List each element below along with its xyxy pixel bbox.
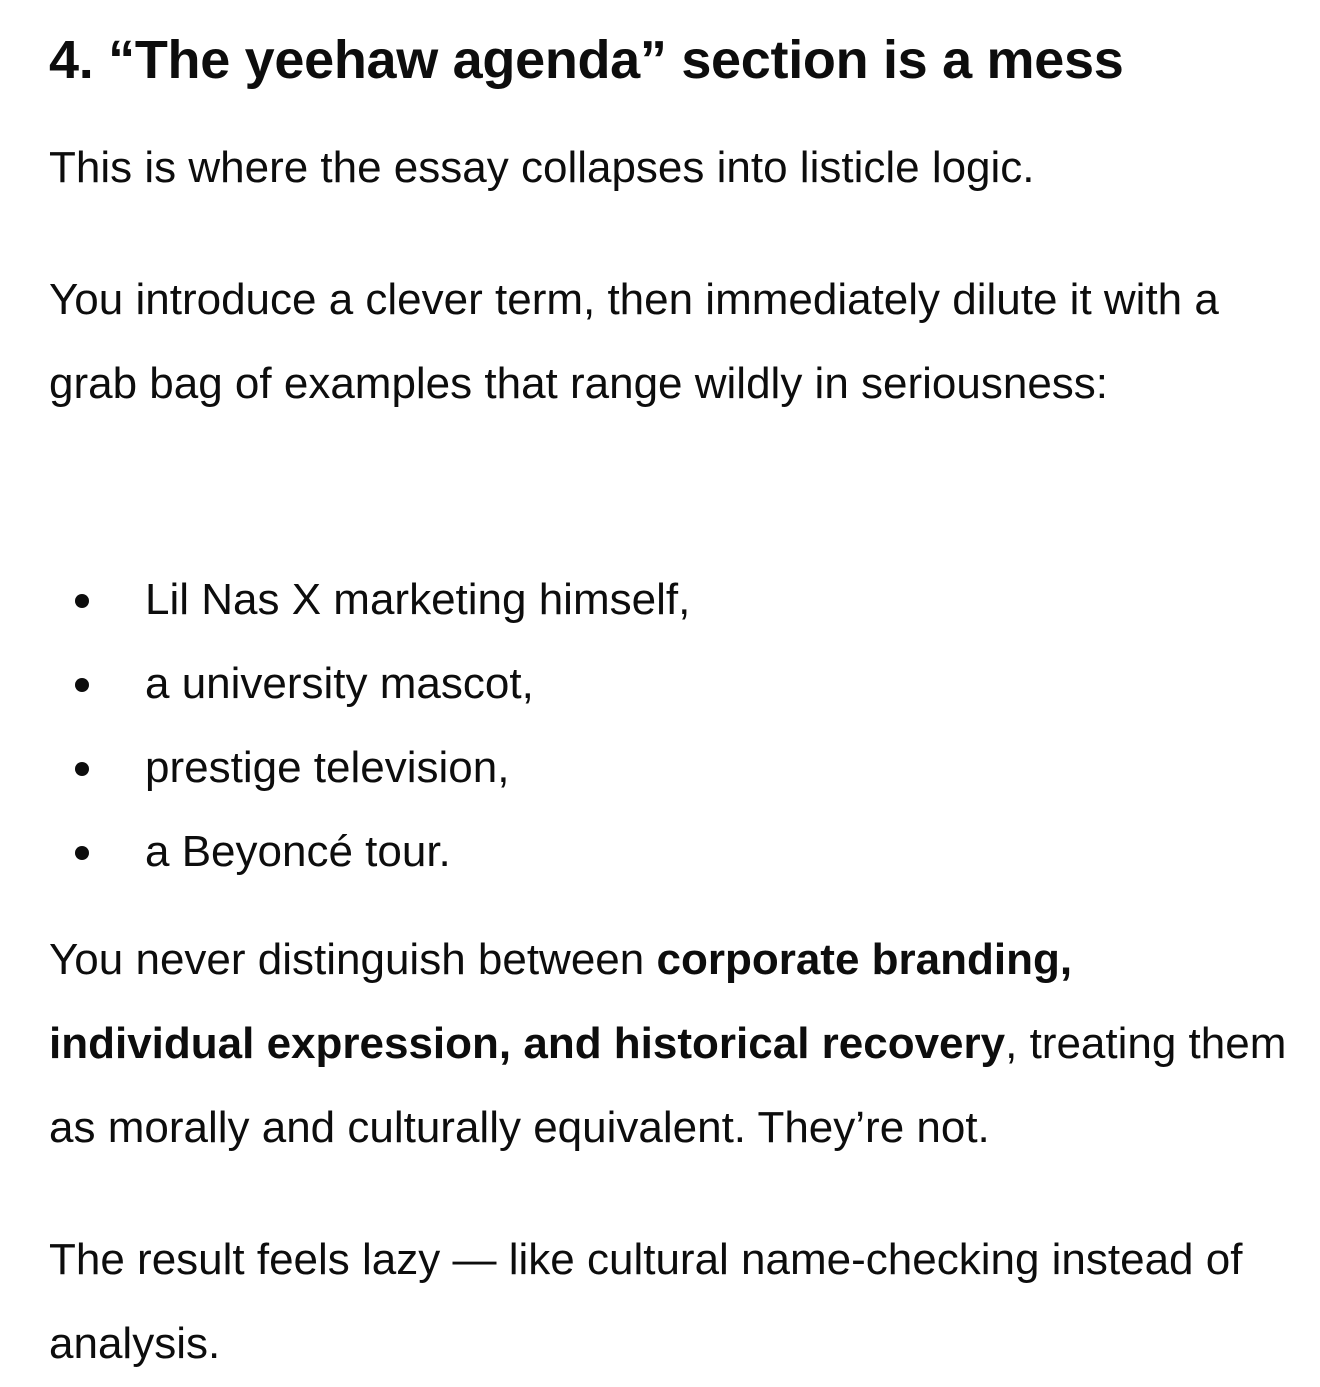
- section-heading: 4. “The yeehaw agenda” section is a mess: [49, 30, 1124, 90]
- list-item: [0, 642, 1320, 726]
- list-item-text: Lil Nas X marketing himself,: [145, 575, 691, 624]
- list-item-text: a university mascot,: [145, 659, 534, 708]
- intro-paragraph: This is where the essay collapses into listicle logic.: [49, 143, 1035, 192]
- bullet-icon: [75, 762, 89, 776]
- critique-text-end: , treating them as morally and culturally equivalent. They’re not.: [49, 1019, 1287, 1152]
- critique-paragraph: [49, 918, 1289, 1170]
- list-item-text: a Beyoncé tour.: [145, 827, 451, 876]
- bullet-icon: [75, 678, 89, 692]
- setup-paragraph: You introduce a clever term, then immediately dilute it with a grab bag of examples that range wildly in seriousness:: [49, 275, 1219, 408]
- critique-emphasis: corporate branding, individual expression, and historical recovery: [49, 935, 1073, 1068]
- list-item: [0, 558, 1320, 642]
- list-item: [0, 810, 1320, 894]
- conclusion-paragraph: The result feels lazy — like cultural name-checking instead of analysis.: [49, 1235, 1243, 1368]
- list-item: [0, 726, 1320, 810]
- bullet-icon: [75, 594, 89, 608]
- bullet-icon: [75, 846, 89, 860]
- critique-text-start: You never distinguish between: [49, 935, 657, 984]
- list-item-text: prestige television,: [145, 743, 510, 792]
- examples-list: [0, 558, 1320, 894]
